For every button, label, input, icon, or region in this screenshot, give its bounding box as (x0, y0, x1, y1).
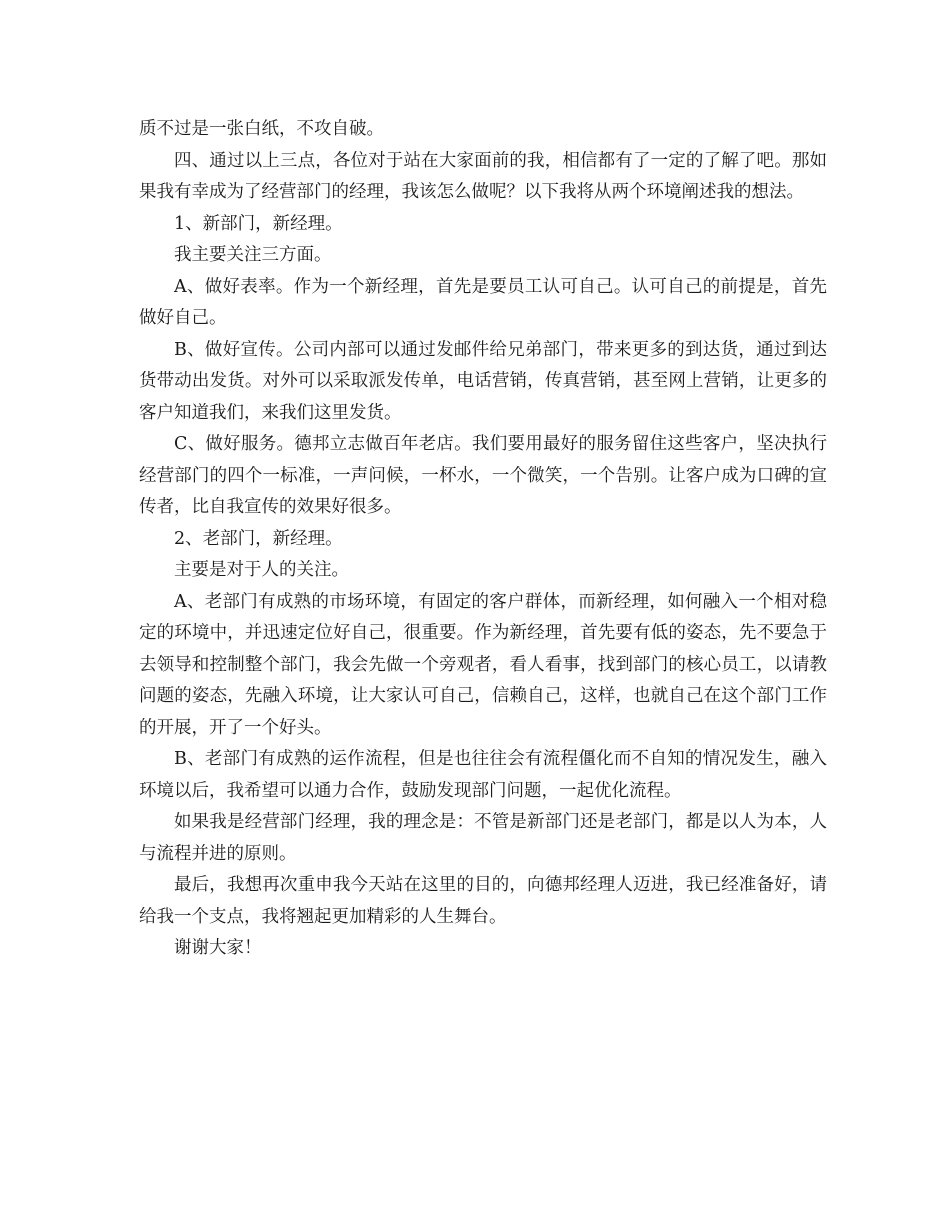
paragraph-people-focus: 主要是对于人的关注。 (174, 560, 349, 580)
paragraph-point-a-example: A、做好表率。作为一个新经理，首先是要员工认可自己。认可自己的前提是，首先做好自己。 (139, 276, 827, 328)
paragraph-point-c-service: C、做好服务。德邦立志做百年老店。我们要用最好的服务留住这些客户，坚决执行经营部门的四个一标准，一声问候，一杯水，一个微笑，一个告别。让客户成为口碑的宣传者，比自我宣传的效果好很多。 (139, 434, 827, 517)
document-body (139, 114, 827, 965)
paragraph-heading-old-department: 2、老部门，新经理。 (174, 528, 343, 549)
paragraph-heading-new-department: 1、新部门，新经理。 (174, 213, 343, 234)
paragraph-three-aspects: 我主要关注三方面。 (174, 245, 332, 265)
paragraph-philosophy: 如果我是经营部门经理，我的理念是：不管是新部门还是老部门，都是以人为本，人与流程并进的原则。 (139, 812, 827, 864)
paragraph-closing: 最后，我想再次重申我今天站在这里的目的，向德邦经理人迈进，我已经准备好，请给我一个支点，我将翘起更加精彩的人生舞台。 (139, 875, 827, 927)
paragraph-thanks: 谢谢大家！ (174, 938, 262, 958)
paragraph-old-point-b: B、老部门有成熟的运作流程，但是也往往会有流程僵化而不自知的情况发生，融入环境以后，我希望可以通力合作，鼓励发现部门问题，一起优化流程。 (139, 749, 827, 801)
paragraph-point-b-promotion: B、做好宣传。公司内部可以通过发邮件给兄弟部门，带来更多的到达货，通过到达货带动出发货。对外可以采取派发传单，电话营销，传真营销，甚至网上营销，让更多的客户知道我们，来我们这里发货。 (139, 339, 827, 423)
paragraph-section-four: 四、通过以上三点，各位对于站在大家面前的我，相信都有了一定的了解了吧。那如果我有幸成为了经营部门的经理，我该怎么做呢？以下我将从两个环境阐述我的想法。 (139, 150, 827, 202)
paragraph-old-point-a: A、老部门有成熟的市场环境，有固定的客户群体，而新经理，如何融入一个相对稳定的环境中，并迅速定位好自己，很重要。作为新经理，首先要有低的姿态，先不要急于去领导和控制整个部门，我会先做一个旁观者，看人看事，找到部门的核心员工，以请教问题的姿态，先融入环境，让大家认可自己，信赖自己，这样，也就自己在这个部门工作的开展，开了一个好头。 (139, 591, 827, 738)
paragraph-continuation: 质不过是一张白纸，不攻自破。 (139, 119, 384, 139)
